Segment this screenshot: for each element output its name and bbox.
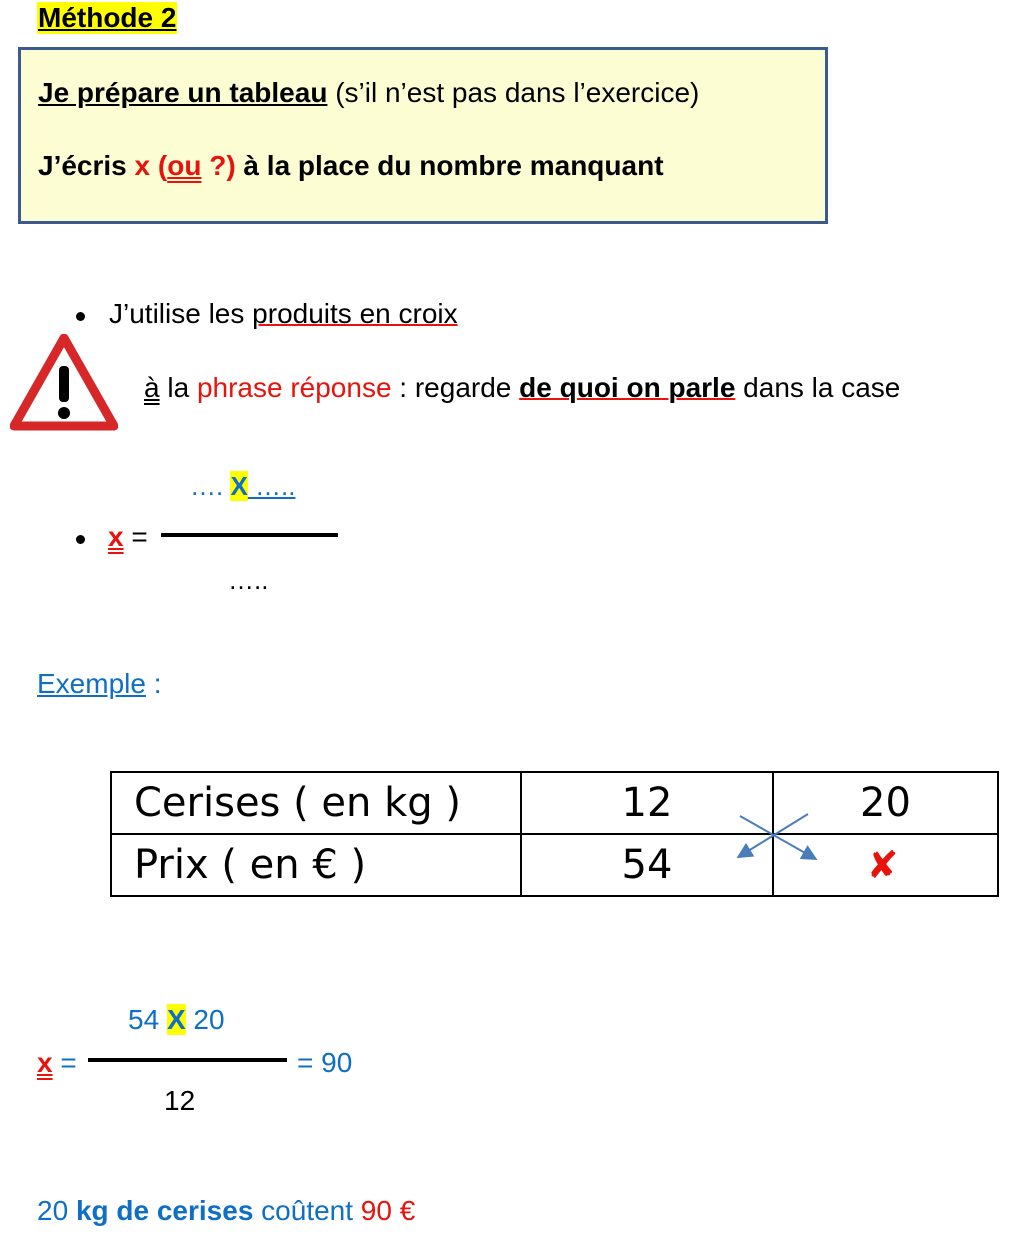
bullet-1-link: produits en croix [252,298,458,329]
warning-text [144,372,900,404]
rule-line-2-end: à la place du nombre manquant [235,150,664,181]
template-numerator [190,471,295,502]
rule-line-2-ou: ou [167,150,202,181]
rule-box [18,47,828,224]
template-equals: = [131,521,148,552]
table-cell: 12 [521,772,773,834]
example-denominator: 12 [164,1085,196,1116]
example-numerator [128,1004,225,1036]
bullet-1-prefix: J’utilise les [109,298,253,329]
cross-product-arrows-icon [730,806,822,866]
template-num-left: …. [190,471,231,501]
table-cell: Cerises ( en kg ) [111,772,521,834]
example-fraction-bar [88,1058,287,1062]
warning-phrase: phrase réponse [196,372,392,403]
template-num-x: X [230,471,248,501]
example-num-op: X [166,1004,186,1035]
example-lhs [37,1047,77,1079]
rule-line-2-start: J’écris [38,150,135,181]
table-cell: 20 [773,772,998,834]
missing-value-mark: ✘ [866,843,899,887]
bullet-dot [76,535,85,544]
template-fraction-bar [161,533,338,537]
bullet-dot [76,312,85,321]
answer-sentence [37,1195,415,1227]
rule-line-2-x: x [134,150,151,181]
example-label: Exemple [37,668,146,699]
warning-la: la [159,372,197,403]
proportion-table [110,771,999,897]
rule-line-2 [38,150,664,182]
example-equals: = [60,1047,77,1078]
table-cell: Prix ( en € ) [111,834,521,896]
example-colon: : [145,668,162,699]
warning-end: dans la case [735,372,901,403]
template-denominator: ….. [228,565,269,595]
template-x: x [108,521,124,552]
table-cell: 54 [521,834,773,896]
example-num-a: 54 [128,1004,167,1035]
bullet-1-text [109,298,458,330]
table-row [111,772,998,834]
table-row [111,834,998,896]
rule-line-1-bold: Je prépare un tableau [38,77,328,108]
rule-line-2-paren-close: ?) [201,150,236,181]
warning-triangle-icon [10,334,118,432]
rule-line-2-paren-open: ( [150,150,168,181]
example-result: = 90 [297,1047,353,1078]
page-title: Méthode 2 [38,2,177,33]
template-num-right: ….. [247,471,296,501]
example-x: x [37,1047,53,1078]
rule-line-1-rest: (s’il n’est pas dans l’exercice) [327,77,700,108]
example-num-b: 20 [185,1004,225,1035]
example-heading [37,668,162,700]
warning-a: à [144,372,160,403]
answer-price: 90 € [360,1195,416,1226]
answer-verb: coûtent [253,1195,361,1226]
warning-bold: de quoi on parle [519,372,736,403]
warning-colon: : regarde [391,372,520,403]
answer-number: 20 [37,1195,76,1226]
template-lhs [108,521,148,553]
rule-line-1 [38,77,699,109]
answer-bold: kg de cerises [75,1195,254,1226]
